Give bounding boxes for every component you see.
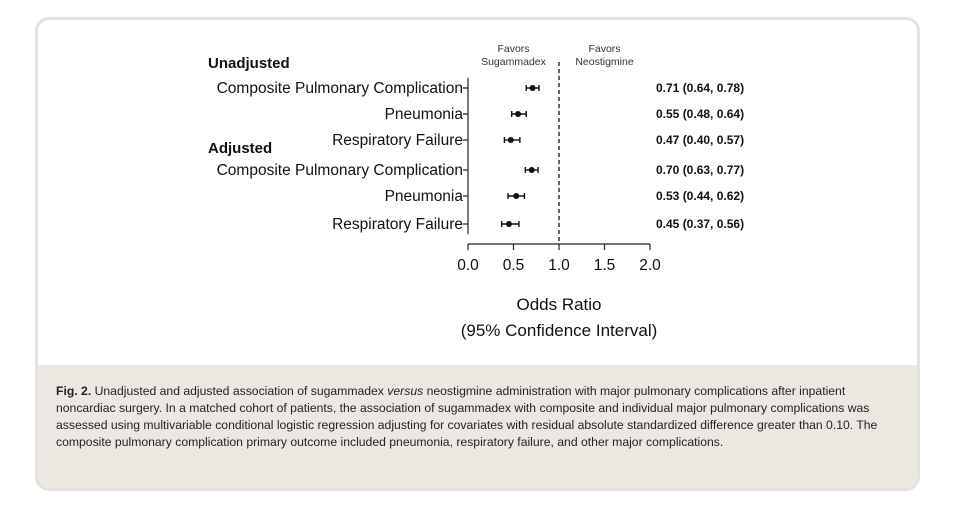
estimate-point	[530, 85, 536, 91]
estimate-text: 0.70 (0.63, 0.77)	[656, 163, 745, 177]
estimate-point	[508, 137, 514, 143]
estimate-text: 0.71 (0.64, 0.78)	[656, 81, 745, 95]
estimate-point	[515, 111, 521, 117]
row-label: Respiratory Failure	[332, 132, 463, 149]
estimate-point	[529, 167, 535, 173]
figure-caption	[38, 365, 917, 488]
x-tick-label: 1.5	[593, 257, 616, 274]
row-label: Composite Pulmonary Complication	[216, 162, 463, 179]
figure-card	[35, 17, 920, 491]
x-tick-label: 1.0	[548, 257, 570, 274]
favors-left-line1: Favors	[497, 43, 530, 55]
group-label: Unadjusted	[208, 55, 290, 72]
row-label: Pneumonia	[384, 188, 463, 205]
x-tick-label: 2.0	[639, 257, 661, 274]
caption-text-before: Unadjusted and adjusted association of sugammadex	[91, 384, 388, 398]
forest-plot	[38, 20, 917, 365]
estimate-point	[513, 193, 519, 199]
x-tick-label: 0.0	[457, 257, 479, 274]
row-label: Respiratory Failure	[332, 216, 463, 233]
estimate-point	[506, 221, 512, 227]
x-tick-label: 0.5	[502, 257, 525, 274]
estimate-text: 0.45 (0.37, 0.56)	[656, 217, 745, 231]
estimate-text: 0.47 (0.40, 0.57)	[656, 133, 745, 147]
favors-right-line1: Favors	[588, 43, 621, 55]
row-label: Composite Pulmonary Complication	[216, 80, 463, 97]
caption-label: Fig. 2.	[56, 384, 92, 398]
estimate-text: 0.55 (0.48, 0.64)	[656, 107, 745, 121]
favors-right-line2: Neostigmine	[575, 56, 634, 68]
favors-left-line2: Sugammadex	[481, 56, 546, 68]
estimate-text: 0.53 (0.44, 0.62)	[656, 189, 745, 203]
caption-text-after: neostigmine administration with major pulmonary complications after inpatient noncardiac surgery. In a matched cohort of patients, the association of sugammadex with composite and individual major pulmonary complications was assessed using multivariable conditional logistic regression adjusting for covariates with residual absolute standardized difference greater than 0.10. The composite pulmonary complication primary outcome included pneumonia, respiratory failure, and other major complications.	[56, 384, 878, 449]
caption-text-italic: versus	[387, 384, 424, 398]
row-label: Pneumonia	[384, 106, 463, 123]
x-axis-label-sub: (95% Confidence Interval)	[460, 321, 658, 340]
group-label: Adjusted	[208, 140, 273, 157]
x-axis-label: Odds Ratio	[516, 295, 602, 314]
